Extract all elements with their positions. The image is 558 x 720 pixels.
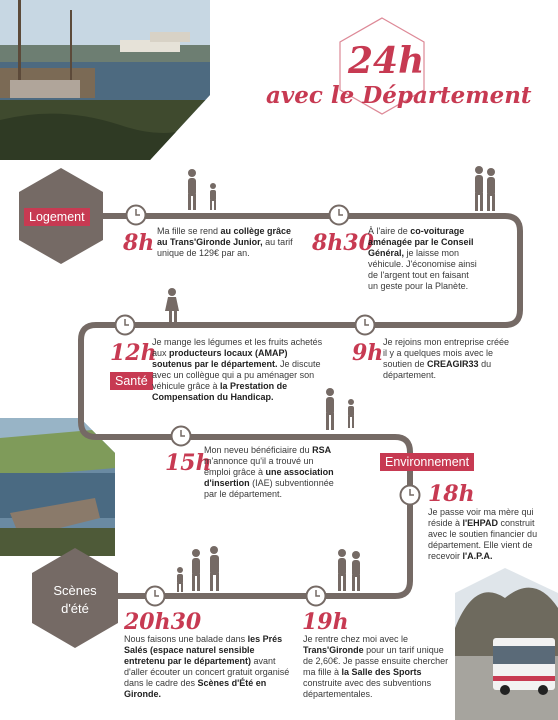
time-15h: 15h (165, 450, 212, 476)
category-scenes (32, 582, 118, 618)
time-9h: 9h (352, 340, 384, 366)
body-text: construite avec des subventions départementales. (303, 678, 432, 699)
body-text: Ma fille se rend (157, 226, 221, 236)
body-text: Je passe voir ma mère qui réside à (428, 507, 534, 528)
highlight-text: la Salle des Sports (341, 667, 422, 677)
clock-icon (354, 314, 376, 336)
highlight-text: RSA (312, 445, 332, 455)
category-sante: Santé (110, 372, 153, 390)
time-20h30: 20h30 (124, 609, 202, 635)
entry-9h-text (383, 337, 513, 381)
highlight-text: producteurs locaux (AMAP) soutenus par le département. (152, 348, 288, 369)
body-text: m'annonce qu'il a trouvé un emploi grâce à (204, 456, 314, 477)
entry-8h-text (157, 226, 297, 259)
category-logement: Logement (24, 208, 90, 226)
body-text: Je rentre chez moi avec le (303, 634, 409, 644)
time-8h30: 8h30 (312, 230, 374, 256)
time-12h: 12h (110, 340, 157, 366)
entry-20h30-text (124, 634, 294, 700)
highlight-text: co-voiturage aménagée par le Conseil Général, (368, 226, 474, 258)
highlight-text: CREAGIR33 (427, 359, 479, 369)
category-environnement: Environnement (380, 453, 474, 471)
clock-icon (125, 204, 147, 226)
entry-8h30-text (368, 226, 478, 292)
family-silhouette (177, 546, 219, 592)
clock-icon (399, 484, 421, 506)
body-text: Je discute avec un collègue qui a pu aménager son véhicule grâce à (152, 359, 321, 391)
clock-icon (114, 314, 136, 336)
body-text: au tarif unique de 129€ par an. (157, 237, 293, 258)
highlight-text: Scènes d'Été en Gironde. (124, 678, 267, 699)
two-people-silhouette (338, 549, 360, 591)
entry-18h-text (428, 507, 548, 562)
entry-15h-text (204, 445, 334, 500)
clock-icon (328, 204, 350, 226)
body-text: Je rejoins mon entreprise créée il y a quelques mois avec le soutien de (383, 337, 510, 369)
body-text: Je mange les légumes et les fruits achetés aux (152, 337, 323, 358)
highlight-text: une association d'insertion (204, 467, 334, 488)
page-subtitle: avec le Département (266, 82, 532, 109)
highlight-text: les Prés Salés (espace naturel sensible entretenu par le département) (124, 634, 283, 666)
clock-icon (144, 585, 166, 607)
body-text: je laisse mon véhicule. J'économise ainsi de l'argent tout en faisant un geste pour la Planète. (368, 248, 477, 291)
highlight-text: au collège grâce au Trans'Gironde Junior, (157, 226, 292, 247)
clock-icon (305, 585, 327, 607)
body-text: construit avec le soutien financier du département. Elle vient de recevoir (428, 518, 538, 561)
parent-child-silhouette (188, 169, 216, 210)
category-scenes-line1: Scènes (53, 583, 97, 598)
body-text: du département. (383, 359, 492, 380)
highlight-text: l'A.P.A. (462, 551, 493, 561)
highlight-text: Trans'Gironde (303, 645, 364, 655)
time-19h: 19h (302, 609, 349, 635)
body-text: À l'aire de (368, 226, 411, 236)
entry-12h-text (152, 337, 327, 403)
highlight-text: la Prestation de Compensation du Handicap. (152, 381, 288, 402)
time-18h: 18h (428, 481, 475, 507)
clock-icon (170, 425, 192, 447)
entry-19h-text (303, 634, 451, 700)
highlight-text: l'EHPAD (462, 518, 499, 528)
body-text: Mon neveu bénéficiaire du (204, 445, 313, 455)
time-8h: 8h (123, 230, 155, 256)
body-text: avant d'aller écouter un concert gratuit organisé dans le cadre des (124, 656, 290, 688)
walking-woman-silhouette (165, 288, 179, 322)
adult-child-silhouette (326, 388, 354, 430)
category-scenes-line2: d'été (61, 601, 89, 616)
couple-silhouette (475, 166, 495, 211)
body-text: Nous faisons une balade dans (124, 634, 248, 644)
body-text: (IAE) subventionnée par le département. (204, 478, 334, 499)
body-text: pour un tarif unique de 2,60€. Je passe ensuite chercher ma fille à (303, 645, 449, 677)
page-title: 24h (348, 40, 425, 82)
